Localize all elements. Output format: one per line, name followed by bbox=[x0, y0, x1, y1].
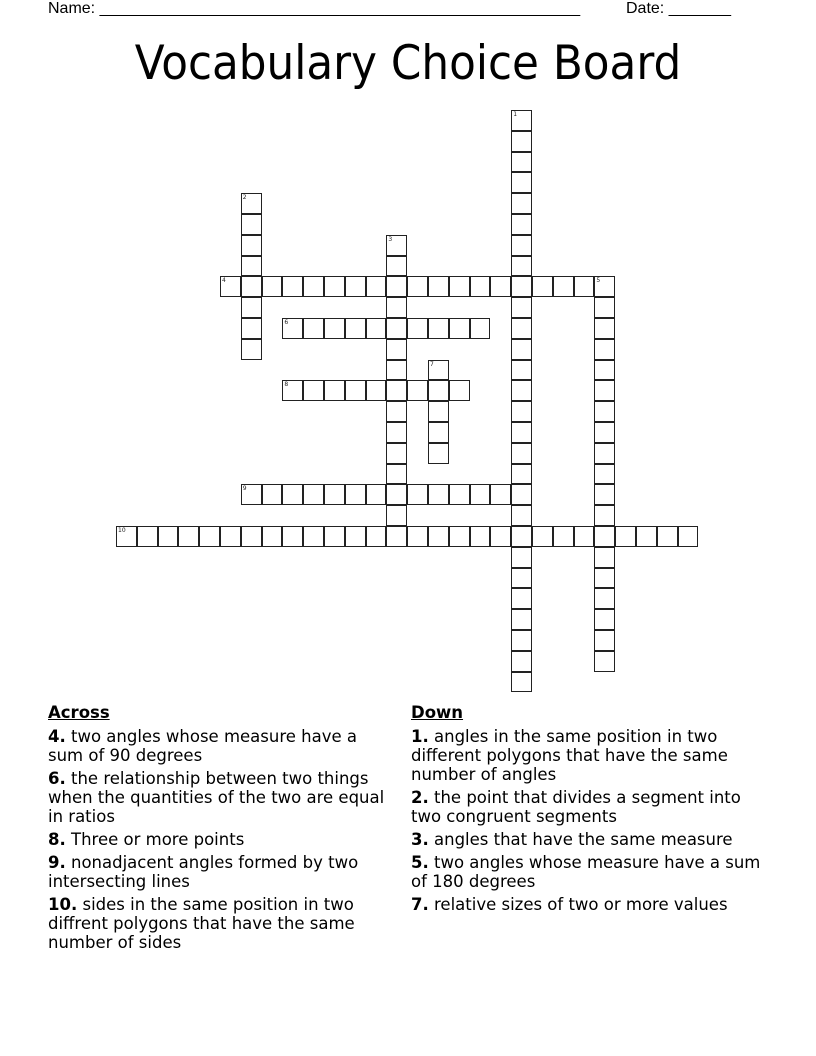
crossword-cell[interactable] bbox=[490, 484, 511, 505]
crossword-cell[interactable] bbox=[470, 276, 491, 297]
clue-number: 4 bbox=[222, 277, 226, 285]
clue-number-label: 6. bbox=[48, 769, 66, 788]
crossword-cell[interactable] bbox=[511, 360, 532, 381]
crossword-cell[interactable] bbox=[594, 401, 615, 422]
clue-number-label: 7. bbox=[411, 895, 429, 914]
crossword-cell[interactable] bbox=[511, 401, 532, 422]
crossword-cell[interactable] bbox=[428, 484, 449, 505]
crossword-cell[interactable] bbox=[511, 110, 532, 131]
crossword-cell[interactable] bbox=[574, 526, 595, 547]
crossword-cell[interactable] bbox=[282, 380, 303, 401]
crossword-cell[interactable] bbox=[407, 380, 428, 401]
crossword-cell[interactable] bbox=[324, 484, 345, 505]
crossword-cell[interactable] bbox=[262, 276, 283, 297]
crossword-cell[interactable] bbox=[594, 526, 615, 547]
crossword-cell[interactable] bbox=[636, 526, 657, 547]
clue-text: the relationship between two things when the quantities of the two are equal in ratios bbox=[48, 769, 385, 826]
crossword-cell[interactable] bbox=[594, 484, 615, 505]
crossword-cell[interactable] bbox=[553, 526, 574, 547]
crossword-cell[interactable] bbox=[241, 214, 262, 235]
crossword-cell[interactable] bbox=[345, 380, 366, 401]
crossword-cell[interactable] bbox=[386, 318, 407, 339]
crossword-cell[interactable] bbox=[594, 443, 615, 464]
crossword-cell[interactable] bbox=[407, 276, 428, 297]
crossword-cell[interactable] bbox=[511, 651, 532, 672]
crossword-cell[interactable] bbox=[553, 276, 574, 297]
crossword-cell[interactable] bbox=[511, 276, 532, 297]
clue-number: 5 bbox=[596, 277, 601, 285]
down-clues bbox=[411, 703, 761, 918]
date-field[interactable]: Date: _______ bbox=[626, 0, 731, 17]
across-clues bbox=[48, 703, 393, 956]
crossword-cell[interactable] bbox=[511, 672, 532, 693]
down-clue bbox=[411, 895, 761, 914]
across-clue bbox=[48, 727, 393, 765]
crossword-cell[interactable] bbox=[199, 526, 220, 547]
clue-number: 6 bbox=[284, 319, 289, 326]
crossword-cell[interactable] bbox=[594, 339, 615, 360]
crossword-cell[interactable] bbox=[594, 297, 615, 318]
crossword-cell[interactable] bbox=[366, 318, 387, 339]
crossword-cell[interactable] bbox=[220, 276, 241, 297]
clue-number-label: 9. bbox=[48, 853, 66, 872]
clue-text: the point that divides a segment into two congruent segments bbox=[411, 788, 741, 826]
crossword-cell[interactable] bbox=[366, 380, 387, 401]
crossword-cell[interactable] bbox=[303, 318, 324, 339]
crossword-cell[interactable] bbox=[511, 547, 532, 568]
crossword-cell[interactable] bbox=[594, 276, 615, 297]
crossword-cell[interactable] bbox=[345, 318, 366, 339]
crossword-cell[interactable] bbox=[449, 276, 470, 297]
crossword-cell[interactable] bbox=[345, 276, 366, 297]
crossword-cell[interactable] bbox=[345, 526, 366, 547]
crossword-cell[interactable] bbox=[428, 360, 449, 381]
crossword-cell[interactable] bbox=[511, 235, 532, 256]
crossword-cell[interactable] bbox=[241, 339, 262, 360]
clue-number: 2 bbox=[242, 194, 247, 202]
crossword-cell[interactable] bbox=[511, 172, 532, 193]
crossword-cell[interactable] bbox=[594, 380, 615, 401]
crossword-cell[interactable] bbox=[407, 318, 428, 339]
crossword-cell[interactable] bbox=[511, 256, 532, 277]
clue-number-label: 1. bbox=[411, 727, 429, 746]
crossword-cell[interactable] bbox=[303, 484, 324, 505]
crossword-cell[interactable] bbox=[511, 443, 532, 464]
crossword-cell[interactable] bbox=[262, 526, 283, 547]
across-clue bbox=[48, 895, 393, 952]
crossword-cell[interactable] bbox=[428, 318, 449, 339]
crossword-cell[interactable] bbox=[303, 526, 324, 547]
crossword-cell[interactable] bbox=[386, 380, 407, 401]
crossword-cell[interactable] bbox=[511, 152, 532, 173]
crossword-cell[interactable] bbox=[386, 276, 407, 297]
clue-number: 10 bbox=[118, 527, 126, 534]
down-clue bbox=[411, 853, 761, 891]
crossword-cell[interactable] bbox=[386, 401, 407, 422]
clue-number: 3 bbox=[388, 235, 393, 243]
crossword-cell[interactable] bbox=[282, 484, 303, 505]
crossword-cell[interactable] bbox=[386, 526, 407, 547]
crossword-cell[interactable] bbox=[511, 297, 532, 318]
crossword-cell[interactable] bbox=[137, 526, 158, 547]
down-clue-list bbox=[411, 727, 761, 914]
down-heading: Down bbox=[411, 703, 464, 722]
crossword-cell[interactable] bbox=[282, 526, 303, 547]
crossword-grid bbox=[116, 110, 716, 710]
crossword-cell[interactable] bbox=[282, 318, 303, 339]
crossword-cell[interactable] bbox=[511, 526, 532, 547]
crossword-cell[interactable] bbox=[511, 588, 532, 609]
crossword-cell[interactable] bbox=[366, 526, 387, 547]
crossword-cell[interactable] bbox=[241, 193, 262, 214]
crossword-cell[interactable] bbox=[241, 297, 262, 318]
crossword-cell[interactable] bbox=[407, 526, 428, 547]
clue-number-label: 5. bbox=[411, 853, 429, 872]
clue-text: relative sizes of two or more values bbox=[428, 895, 728, 914]
clue-text: angles in the same position in two different polygons that have the same number of angles bbox=[411, 727, 728, 784]
crossword-cell[interactable] bbox=[470, 318, 491, 339]
clue-number: 7 bbox=[430, 360, 434, 368]
down-clue bbox=[411, 788, 761, 826]
crossword-cell[interactable] bbox=[324, 526, 345, 547]
crossword-cell[interactable] bbox=[511, 422, 532, 443]
crossword-cell[interactable] bbox=[386, 297, 407, 318]
crossword-cell[interactable] bbox=[386, 339, 407, 360]
clue-text: sides in the same position in two diffrent polygons that have the same number of sides bbox=[48, 895, 355, 952]
crossword-cell[interactable] bbox=[241, 318, 262, 339]
crossword-cell[interactable] bbox=[511, 568, 532, 589]
crossword-cell[interactable] bbox=[594, 588, 615, 609]
crossword-cell[interactable] bbox=[511, 505, 532, 526]
across-clue bbox=[48, 769, 393, 826]
crossword-cell[interactable] bbox=[594, 609, 615, 630]
crossword-cell[interactable] bbox=[470, 526, 491, 547]
crossword-cell[interactable] bbox=[241, 526, 262, 547]
crossword-cell[interactable] bbox=[220, 526, 241, 547]
crossword-cell[interactable] bbox=[594, 547, 615, 568]
crossword-cell[interactable] bbox=[449, 380, 470, 401]
worksheet-header bbox=[48, 0, 748, 20]
clue-text: two angles whose measure have a sum of 90 degrees bbox=[48, 727, 358, 765]
crossword-cell[interactable] bbox=[428, 380, 449, 401]
crossword-cell[interactable] bbox=[470, 484, 491, 505]
crossword-cell[interactable] bbox=[615, 526, 636, 547]
crossword-cell[interactable] bbox=[511, 318, 532, 339]
crossword-cell[interactable] bbox=[282, 276, 303, 297]
crossword-cell[interactable] bbox=[386, 360, 407, 381]
crossword-cell[interactable] bbox=[366, 484, 387, 505]
across-clue bbox=[48, 853, 393, 891]
crossword-cell[interactable] bbox=[241, 256, 262, 277]
clue-number: 8 bbox=[284, 381, 289, 389]
crossword-cell[interactable] bbox=[574, 276, 595, 297]
crossword-cell[interactable] bbox=[303, 380, 324, 401]
clue-number-label: 10. bbox=[48, 895, 78, 914]
crossword-cell[interactable] bbox=[303, 276, 324, 297]
crossword-cell[interactable] bbox=[386, 256, 407, 277]
crossword-cell[interactable] bbox=[490, 526, 511, 547]
crossword-cell[interactable] bbox=[511, 609, 532, 630]
crossword-cell[interactable] bbox=[241, 276, 262, 297]
down-clue bbox=[411, 727, 761, 784]
page-title: Vocabulary Choice Board bbox=[134, 36, 682, 91]
crossword-cell[interactable] bbox=[158, 526, 179, 547]
across-clue bbox=[48, 830, 393, 849]
crossword-cell[interactable] bbox=[657, 526, 678, 547]
crossword-cell[interactable] bbox=[386, 464, 407, 485]
crossword-cell[interactable] bbox=[449, 526, 470, 547]
crossword-cell[interactable] bbox=[428, 401, 449, 422]
crossword-cell[interactable] bbox=[594, 505, 615, 526]
crossword-cell[interactable] bbox=[511, 193, 532, 214]
crossword-cell[interactable] bbox=[511, 484, 532, 505]
clue-text: Three or more points bbox=[65, 830, 245, 849]
crossword-cell[interactable] bbox=[428, 276, 449, 297]
crossword-cell[interactable] bbox=[428, 526, 449, 547]
clue-number-label: 2. bbox=[411, 788, 429, 807]
crossword-cell[interactable] bbox=[594, 630, 615, 651]
crossword-cell[interactable] bbox=[324, 318, 345, 339]
crossword-cell[interactable] bbox=[449, 484, 470, 505]
crossword-cell[interactable] bbox=[594, 422, 615, 443]
crossword-cell[interactable] bbox=[178, 526, 199, 547]
crossword-cell[interactable] bbox=[511, 380, 532, 401]
crossword-cell[interactable] bbox=[386, 484, 407, 505]
across-heading: Across bbox=[48, 703, 110, 722]
crossword-cell[interactable] bbox=[386, 235, 407, 256]
clue-number-label: 4. bbox=[48, 727, 66, 746]
crossword-cell[interactable] bbox=[386, 505, 407, 526]
crossword-cell[interactable] bbox=[386, 422, 407, 443]
crossword-cell[interactable] bbox=[116, 526, 137, 547]
crossword-cell[interactable] bbox=[511, 339, 532, 360]
crossword-cell[interactable] bbox=[532, 526, 553, 547]
clue-number: 9 bbox=[242, 485, 247, 493]
crossword-cell[interactable] bbox=[324, 380, 345, 401]
crossword-cell[interactable] bbox=[594, 318, 615, 339]
crossword-cell[interactable] bbox=[594, 464, 615, 485]
crossword-cell[interactable] bbox=[241, 484, 262, 505]
crossword-cell[interactable] bbox=[449, 318, 470, 339]
crossword-cell[interactable] bbox=[678, 526, 699, 547]
clue-text: two angles whose measure have a sum of 180 degrees bbox=[411, 853, 761, 891]
clue-text: nonadjacent angles formed by two intersecting lines bbox=[48, 853, 359, 891]
crossword-cell[interactable] bbox=[428, 443, 449, 464]
crossword-cell[interactable] bbox=[324, 276, 345, 297]
name-field[interactable]: Name: ______________________________________________________ bbox=[48, 0, 581, 17]
clue-number-label: 3. bbox=[411, 830, 429, 849]
crossword-cell[interactable] bbox=[511, 214, 532, 235]
down-clue bbox=[411, 830, 761, 849]
crossword-cell[interactable] bbox=[241, 235, 262, 256]
clue-text: angles that have the same measure bbox=[428, 830, 733, 849]
crossword-cell[interactable] bbox=[594, 568, 615, 589]
crossword-cell[interactable] bbox=[511, 464, 532, 485]
crossword-cell[interactable] bbox=[511, 630, 532, 651]
crossword-cell[interactable] bbox=[511, 131, 532, 152]
crossword-cell[interactable] bbox=[428, 422, 449, 443]
crossword-cell[interactable] bbox=[490, 276, 511, 297]
across-clue-list bbox=[48, 727, 393, 952]
crossword-cell[interactable] bbox=[345, 484, 366, 505]
crossword-cell[interactable] bbox=[262, 484, 283, 505]
clue-number-label: 8. bbox=[48, 830, 66, 849]
crossword-cell[interactable] bbox=[366, 276, 387, 297]
crossword-cell[interactable] bbox=[386, 443, 407, 464]
crossword-cell[interactable] bbox=[532, 276, 553, 297]
crossword-cell[interactable] bbox=[407, 484, 428, 505]
crossword-cell[interactable] bbox=[594, 360, 615, 381]
crossword-cell[interactable] bbox=[594, 651, 615, 672]
clue-number: 1 bbox=[513, 111, 518, 118]
